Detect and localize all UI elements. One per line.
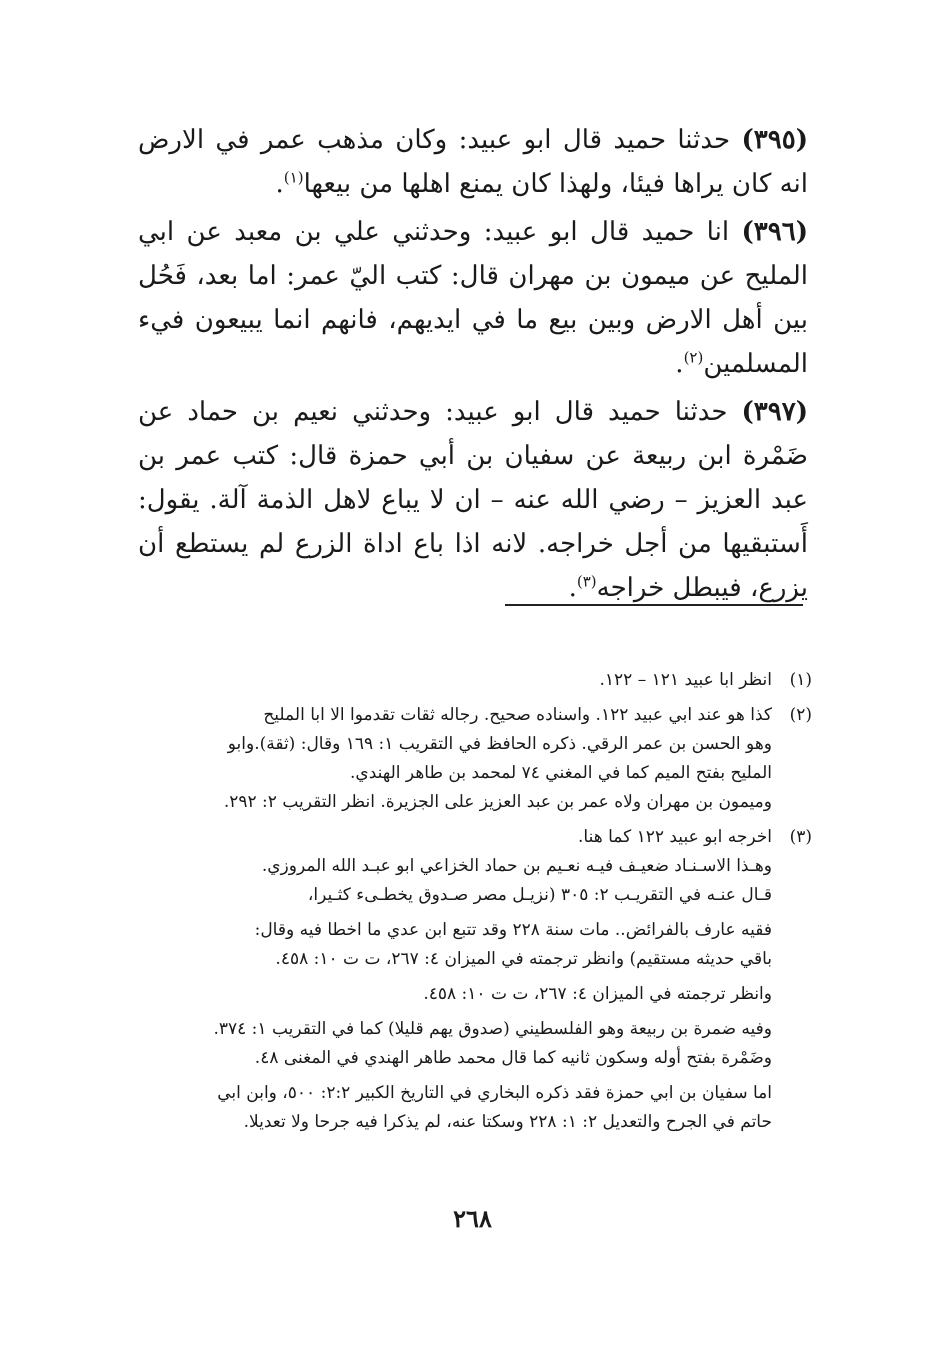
footnote-3 <box>150 823 812 1137</box>
footnote-line: وهو الحسن بن عمر الرقي. ذكره الحافظ في التقريب ١: ١٦٩ وقال: (ثقة).وابو <box>227 734 772 754</box>
footnote-body <box>150 701 772 817</box>
paragraph-number: (٣٩٦) <box>741 217 808 247</box>
footnote-ref: (٢) <box>683 348 704 367</box>
paragraph-397 <box>138 390 808 610</box>
footnote-line: وفيه ضمرة بن ربيعة وهو الفلسطيني (صدوق يهم قليلا) كما في التقريب ١: ٣٧٤. <box>213 1019 772 1039</box>
footnote-line: حاتم في الجرح والتعديل ٢: ١: ٢٢٨ وسكتا عنه، لم يذكرا فيه جرحا ولا تعديلا. <box>243 1112 772 1132</box>
footnote-line: وضَمْرة بفتح أوله وسكون ثانيه كما قال محمد طاهر الهندي في المغنى ٤٨. <box>254 1048 772 1068</box>
paragraph-number: (٣٩٧) <box>741 397 808 427</box>
paragraph-number: (٣٩٥) <box>741 125 808 155</box>
footnote-label: (١) <box>789 670 812 690</box>
footnote-1 <box>150 666 812 695</box>
main-text <box>138 118 808 614</box>
paragraph-end: . <box>568 573 577 603</box>
paragraph-text: انا حميد قال ابو عبيد: وحدثني علي بن معبد عن ابي المليح عن ميمون بن مهران قال: كتب اليّ عمر: اما بعد، فَحُل بين أهل الارض وبين بيع ما في ايديهم، فانهم انما يبيعون فيء المسلمين <box>138 217 808 379</box>
paragraph-end: . <box>675 349 684 379</box>
footnote-line: اخرجه ابو عبيد ١٢٢ كما هنا. <box>577 827 772 847</box>
paragraph-end: . <box>275 169 284 199</box>
page-number: ٢٦٨ <box>453 1204 492 1233</box>
footnote-line: قـال عنـه في التقريـب ٢: ٣٠٥ (نزيـل مصر صـدوق يخطـىء كثـيرا، <box>307 885 772 905</box>
footnote-2 <box>150 701 812 817</box>
footnote-line: فقيه عارف بالفرائض.. مات سنة ٢٢٨ وقد تتبع ابن عدي ما اخطا فيه وقال: <box>254 920 772 940</box>
footnote-body <box>150 666 772 695</box>
paragraph-395 <box>138 118 808 206</box>
paragraph-396 <box>138 210 808 386</box>
paragraph-text: حدثنا حميد قال ابو عبيد: وكان مذهب عمر في الارض انه كان يراها فيئا، ولهذا كان يمنع اهلها من بيعها <box>138 125 808 199</box>
footnote-line: وهـذا الاسـنـاد ضعيـف فيـه نعـيم بن حماد الخزاعي ابو عبـد الله المروزي. <box>261 856 772 876</box>
footnote-line: انظر ابا عبيد ١٢١ – ١٢٢. <box>599 670 772 690</box>
footnote-ref: (١) <box>283 168 304 187</box>
footnote-line: اما سفيان بن ابي حمزة فقد ذكره البخاري في التاريخ الكبير ٢:٢: ٥٠٠، وابن ابي <box>217 1083 772 1103</box>
footnote-line: باقي حديثه مستقيم) وانظر ترجمته في الميزان ٤: ٢٦٧، ت ت ١٠: ٤٥٨. <box>275 949 772 969</box>
footnote-line: كذا هو عند ابي عبيد ١٢٢. واسناده صحيح. رجاله ثقات تقدموا الا ابا المليح <box>263 705 772 725</box>
footnote-label: (٢) <box>789 705 812 725</box>
footnote-line: وميمون بن مهران ولاه عمر بن عبد العزيز على الجزيرة. انظر التقريب ٢: ٢٩٢. <box>223 792 772 812</box>
paragraph-text: حدثنا حميد قال ابو عبيد: وحدثني نعيم بن حماد عن ضَمْرة ابن ربيعة عن سفيان بن أبي حمزة قال: كتب عمر بن عبد العزيز – رضي الله عنه – ان لا يباع لاهل الذمة آلة. يقول: أَستبقيها من أجل خراجه. لانه اذا باع اداة الزرع لم يستطع أن يزرع، فيبطل خراجه <box>138 397 808 603</box>
footnote-body <box>150 823 772 1137</box>
footnotes <box>150 666 812 1143</box>
footnote-separator <box>505 604 803 606</box>
footnote-ref: (٣) <box>576 572 597 591</box>
footnote-label: (٣) <box>789 827 812 847</box>
footnote-line: المليح بفتح الميم كما في المغني ٧٤ لمحمد بن طاهر الهندي. <box>350 763 772 783</box>
footnote-line: وانظر ترجمته في الميزان ٤: ٢٦٧، ت ت ١٠: ٤٥٨. <box>423 984 772 1004</box>
